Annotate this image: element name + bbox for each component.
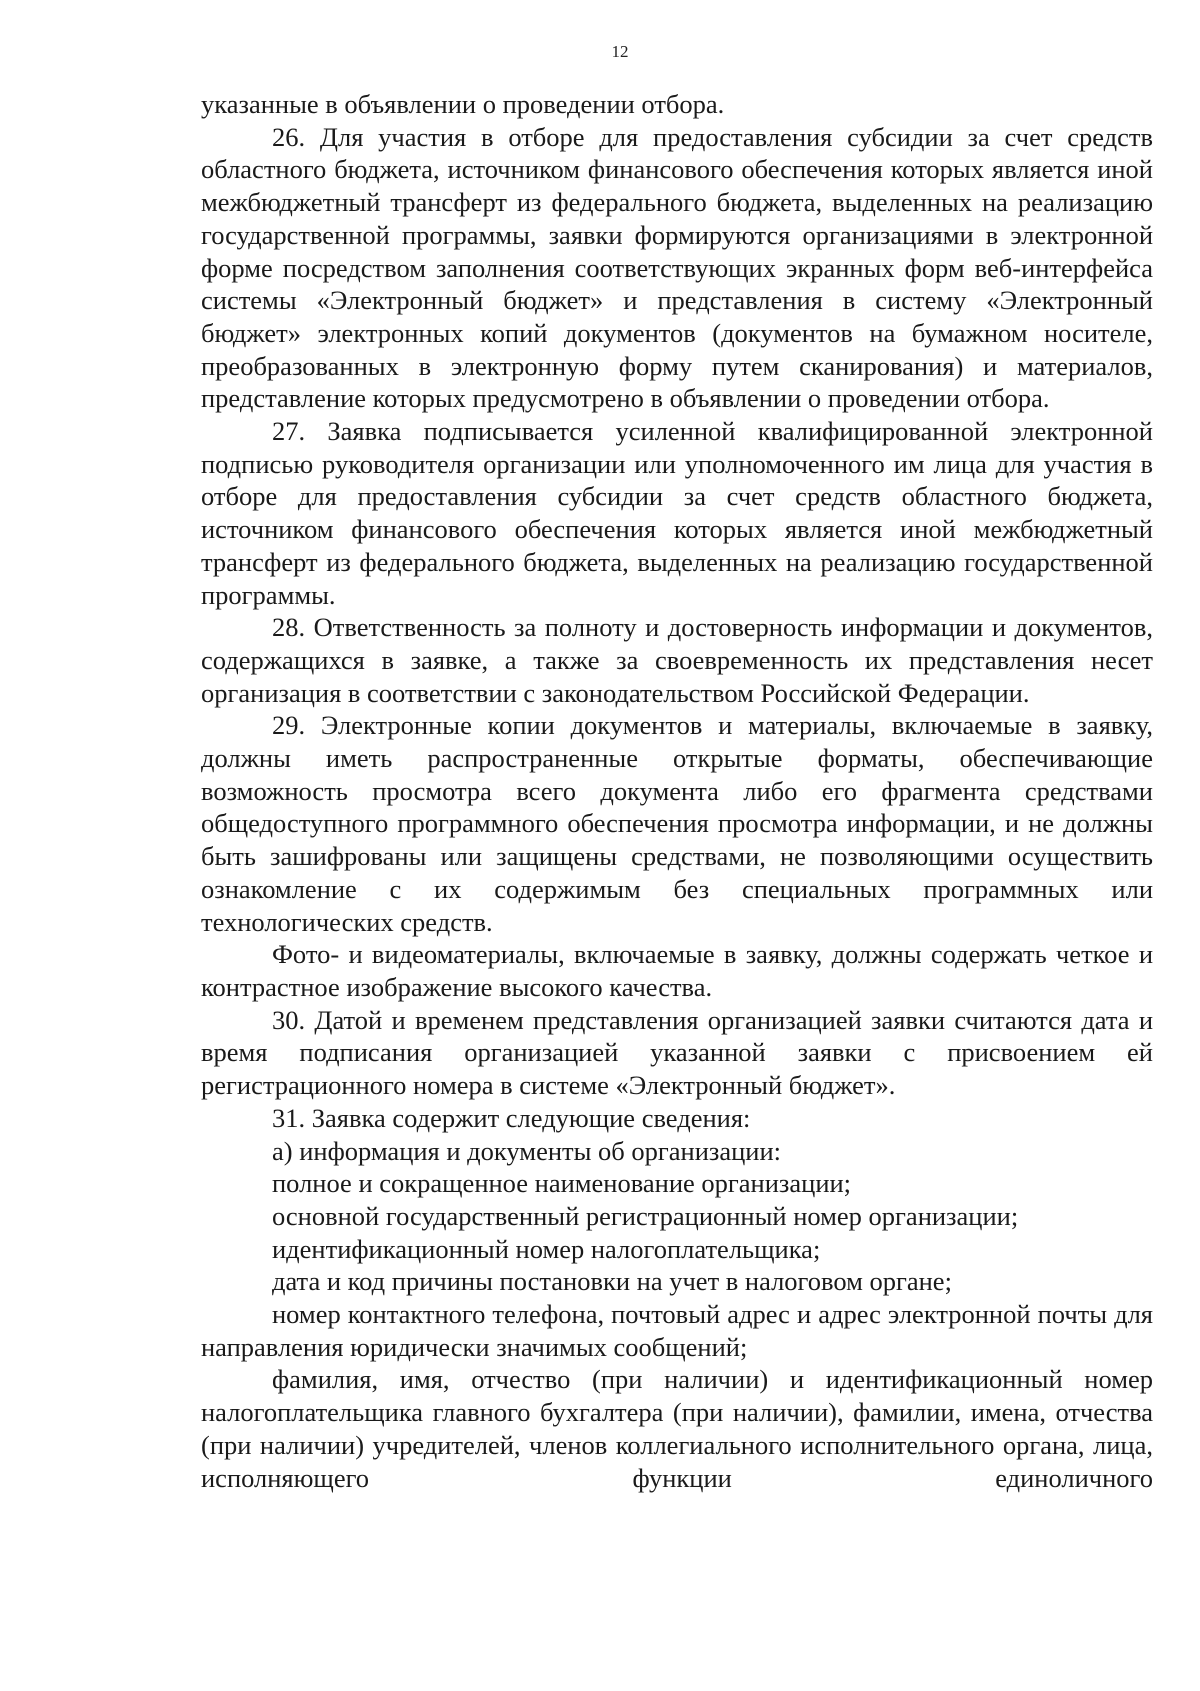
paragraph-26: 26. Для участия в отборе для предоставления субсидии за счет средств областного бюджета, источником финансового обеспечения которых является иной межбюджетный трансферт из федерального бюджета, выделенных на реализацию государственной программы, заявки формируются организациями в электронной форме посредством заполнения соответствующих экранных форм веб-интерфейса системы «Электронный бюджет» и представления в систему «Электронный бюджет» электронных копий документов (документов на бумажном носителе, преобразованных в электронную форму путем сканирования) и материалов, представление которых предусмотрено в объявлении о проведении отбора. bbox=[201, 121, 1153, 414]
paragraph-27: 27. Заявка подписывается усиленной квалифицированной электронной подписью руководителя организации или уполномоченного им лица для участия в отборе для предоставления субсидии за счет средств областного бюджета, источником финансового обеспечения которых является иной межбюджетный трансферт из федерального бюджета, выделенных на реализацию государственной программы. bbox=[201, 416, 1153, 610]
list-item-a: а) информация и документы об организации: bbox=[272, 1135, 782, 1166]
list-item-contacts: номер контактного телефона, почтовый адрес и адрес электронной почты для направления юридически значимых сообщений; bbox=[201, 1299, 1153, 1362]
list-item-inn: идентификационный номер налогоплательщика; bbox=[272, 1233, 821, 1264]
paragraph-29-photo: Фото- и видеоматериалы, включаемые в заявку, должны содержать четкое и контрастное изображение высокого качества. bbox=[201, 939, 1153, 1002]
list-item-full-name: полное и сокращенное наименование организации; bbox=[272, 1168, 852, 1199]
document-body bbox=[201, 88, 1153, 1494]
paragraph-31: 31. Заявка содержит следующие сведения: bbox=[272, 1102, 751, 1133]
page-number: 12 bbox=[611, 42, 629, 61]
list-item-kpp: дата и код причины постановки на учет в налоговом органе; bbox=[272, 1266, 952, 1297]
list-item-persons: фамилия, имя, отчество (при наличии) и идентификационный номер налогоплательщика главного бухгалтера (при наличии), фамилии, имена, отчества (при наличии) учредителей, членов коллегиального исполнительного органа, лица, исполняющего функции единоличного bbox=[201, 1364, 1153, 1493]
paragraph-30: 30. Датой и временем представления организацией заявки считаются дата и время подписания организацией указанной заявки с присвоением ей регистрационного номера в системе «Электронный бюджет». bbox=[201, 1004, 1153, 1101]
list-item-ogrn: основной государственный регистрационный номер организации; bbox=[272, 1200, 1019, 1231]
paragraph-28: 28. Ответственность за полноту и достоверность информации и документов, содержащихся в заявке, а также за своевременность их представления несет организация в соответствии с законодательством Российской Федерации. bbox=[201, 612, 1153, 708]
paragraph-29: 29. Электронные копии документов и материалы, включаемые в заявку, должны иметь распространенные открытые форматы, обеспечивающие возможность просмотра всего документа либо его фрагмента средствами общедоступного программного обеспечения просмотра информации, и не должны быть зашифрованы или защищены средствами, не позволяющими осуществить ознакомление с их содержимым без специальных программных или технологических средств. bbox=[201, 710, 1153, 937]
paragraph-continuation: указанные в объявлении о проведении отбора. bbox=[201, 89, 725, 119]
